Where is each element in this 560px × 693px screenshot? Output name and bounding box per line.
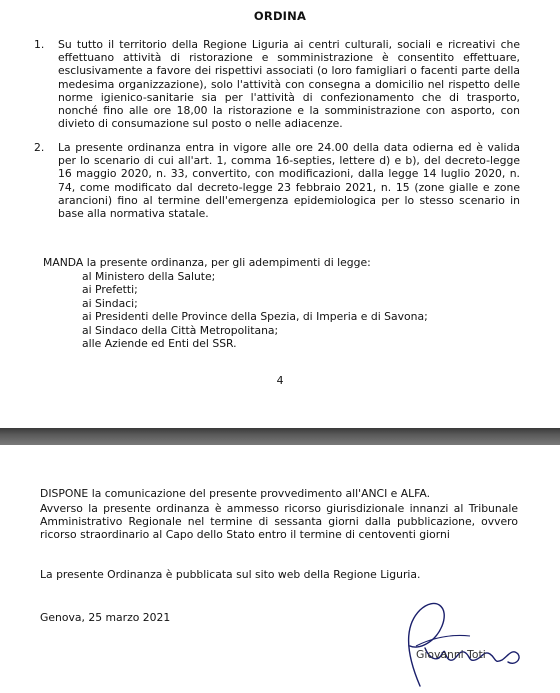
ordinance-item-1 [34,38,520,130]
publication-paragraph: La presente Ordinanza è pubblicata sul sito web della Regione Liguria. [40,568,421,581]
recipient-item: ai Prefetti; [82,283,138,297]
ordinance-item-2 [34,141,520,220]
handwritten-signature [380,588,540,693]
manda-heading: MANDA la presente ordinanza, per gli adempimenti di legge: [43,256,371,269]
recipient-item: al Ministero della Salute; [82,270,216,283]
item-number: 2. [34,141,45,154]
item-text: Su tutto il territorio della Regione Liguria ai centri culturali, sociali e ricreativi che effettuano attività di ristorazione e somministrazione è consentito effettuare, esclusivamente a favore dei rispettivi associati (o loro famigliari o facenti parte della medesima organizzazione), solo l'attività con consegna a domicilio nel rispetto delle norme igienico-sanitarie sia per l'attività di confezionamento che di trasporto, nonché fino alle ore 18,00 la ristorazione e la somministrazione con asporto, con divieto di consumazione sul posto o nelle adiacenze. [58,38,520,131]
page-separator [0,428,560,445]
ricorso-paragraph: Avverso la presente ordinanza è ammesso ricorso giurisdizionale innanzi al Tribunale Amministrativo Regionale nel termine di sessanta giorni dalla pubblicazione, ovvero ricorso straordinario al Capo dello Stato entro il termine di centoventi giorni [40,502,518,542]
section-title-ordina: ORDINA [253,9,307,23]
signer-name: Giovanni Toti [416,648,486,661]
item-number: 1. [34,38,45,51]
page-number: 4 [276,374,284,387]
recipient-item: ai Sindaci; [82,296,138,310]
recipient-item: ai Presidenti delle Province della Spezia, di Imperia e di Savona; [82,310,428,324]
place-date: Genova, 25 marzo 2021 [40,611,171,624]
recipient-item: alle Aziende ed Enti del SSR. [82,337,237,351]
recipient-list [82,270,428,350]
recipient-item: al Sindaco della Città Metropolitana; [82,323,279,337]
item-text: La presente ordinanza entra in vigore alle ore 24.00 della data odierna ed è valida per lo scenario di cui all'art. 1, comma 16-septies, lettere d) e b), del decreto-legge 16 maggio 2020, n. 33, convertito, con modificazioni, dalla legge 14 luglio 2020, n. 74, come modificato dal decreto-legge 23 febbraio 2021, n. 15 (zone gialle e zone arancioni) fino al termine dell'emergenza epidemiologica per lo stesso scenario in base alla normativa statale. [58,141,520,221]
dispone-paragraph: DISPONE la comunicazione del presente provvedimento all'ANCI e ALFA. [40,487,431,500]
